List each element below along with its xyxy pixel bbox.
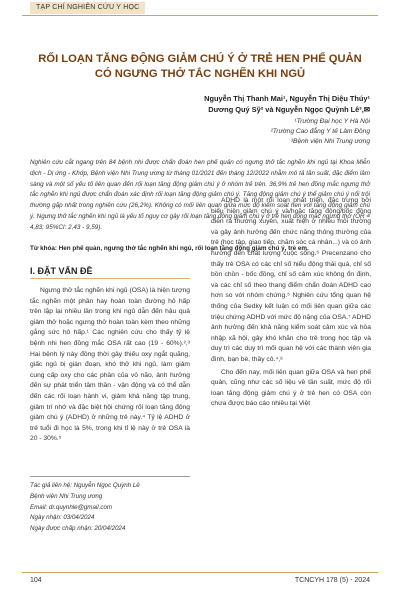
right-column: [211, 196, 371, 410]
paragraph: ADHD là một rối loạn phát triển, đặc trưng bởi biểu hiện giảm chú ý và/hoặc tăng động/bốc đồng diễn ra thường xuyên, xuất hiện ở nhiều môi trường và gây ảnh hưởng đến chức năng thông thường của trẻ (học tập, giao tiếp, chăm sóc cá nhân...) và có ảnh hưởng đến chất lượng cuộc sống.⁶ Precenzano cho thấy trẻ OSA có các chỉ số hiểu động thái quá, chỉ số bồn chồn - bốc đồng, chỉ số cảm xúc không ổn định, và các chỉ số theo thang điểm chẩn đoán ADHD cao hơn so với nhóm chứng.⁵ Nghiên cứu tổng quan hệ thống của Sedky kết luận có mối liên quan giữa các triệu chứng ADHD với mức độ nặng của OSA.⁷ ADHD ảnh hưởng đến khả năng kiểm soát cảm xúc và hòa nhập xã hội, gây khó khăn cho trẻ trong học tập và duy trì các duy trì mối quan hệ với các thành viên gia đình, bạn bè, thầy cô.⁴,⁸: [211, 197, 371, 363]
paragraph: Ngưng thở tắc nghẽn khi ngủ (OSA) là hiện tượng tắc nghẽn một phần hay hoàn toàn đường hô hấp trên lặp lại nhiều lần trong khi ngủ dẫn đến hậu quả giảm thở hoặc ngưng thở hoàn toàn kèm theo những gắng sức hô hấp.¹ Các nghiên cứu cho thấy tỷ lệ bệnh nhi hen đồng mắc OSA rất cao (19 - 60%).²,³ Hai bệnh lý này đồng thời gây thiếu oxy ngắt quãng, giấc ngủ bị gián đoạn, khó thở khi ngủ, làm giảm cung cấp oxy cho các phần của vỏ não, ảnh hưởng đến sự phát triển tâm thần - vận động và có thể dẫn đến các rối loạn hành vi, giảm khả năng tập trung, giảm trí nhớ và đặc biệt hội chứng rối loạn tăng động giảm chú ý (ADHD) ở những trẻ này.⁴ Tỷ lệ ADHD ở trẻ tuổi đi học là 5%, trong khi tỉ lệ này ở trẻ OSA là 20 - 30%.⁵: [30, 287, 190, 443]
section-rule: [30, 278, 190, 279]
header-bar: [0, 0, 400, 14]
keywords: Từ khóa: Hen phế quản, ngưng thở tắc nghẽn khi ngủ, rối loạn tăng động giảm chú ý, trẻ em.: [30, 245, 309, 252]
left-column: [30, 286, 190, 445]
authors: [204, 94, 370, 115]
affiliation-3: ³Bệnh viện Nhi Trung ương: [290, 138, 370, 145]
page-number: 104: [30, 577, 42, 584]
header-rule: [22, 15, 378, 16]
section-heading: I. ĐẶT VẤN ĐỀ: [30, 266, 93, 276]
journal-tag: TẠP CHÍ NGHIÊN CỨU Y HỌC: [30, 2, 145, 14]
authors-line-1: Nguyễn Thị Thanh Mai¹, Nguyễn Thị Diệu Thúy¹: [204, 94, 370, 103]
correspondence-rule: [30, 476, 190, 477]
correspondence-email: Email: dr.quynhle@gmail.com: [30, 503, 113, 511]
received-date: Ngày nhận: 03/04/2024: [30, 514, 95, 522]
footer-rule: [22, 572, 378, 573]
affiliation-2: ²Trường Cao đẳng Y tế Lâm Đồng: [270, 128, 370, 135]
correspondence-author: Tác giả liên hệ: Nguyễn Ngọc Quỳnh Lê: [30, 482, 140, 489]
abstract: Nghiên cứu cắt ngang trên 84 bệnh nhi được chẩn đoán hen phế quản có ngưng thở tắc nghẽn khi ngủ tại Khoa Miễn dịch - Dị ứng - Khớp, Bệnh viện Nhi Trung ương từ tháng 01/2021 đến tháng 12/2022 nhằm mô tả tần suất, đặc điểm lâm sàng và một số yếu tố liên quan đến rối loạn tăng động giảm chú ý ở nhóm trẻ trên. 36,9% trẻ hen đồng mắc ngưng thở tắc nghẽn khi ngủ được chẩn đoán xác định rối loạn tăng động giảm chú ý. Tăng động giảm chú ý thể giảm chú ý nổi trội thường gặp nhất trong nghiên cứu (26,2%). Không có mối liên quan giữa mức độ kiểm soát hen với tăng động giảm chú ý. Ngưng thở tắc nghẽn khi ngủ là yếu tố nguy cơ gây rối loạn tăng động giảm chú ý ở trẻ hen đồng mắc ngưng thở (OR = 4,83; 95%CI: 2,43 - 9,59).: [30, 159, 370, 231]
journal-reference: TCNCYH 178 (5) - 2024: [294, 577, 370, 584]
affiliations: [271, 117, 370, 147]
paragraph: Cho đến nay, mối liên quan giữa OSA và hen phế quản, cũng như các số liệu về tần suất, mức độ rối loạn tăng động giảm chú ý ở trẻ hen có OSA còn chưa được báo cáo nhiều tại Việt: [211, 368, 371, 408]
affiliation-1: ¹Trường Đại học Y Hà Nội: [294, 118, 370, 125]
article-title: RỐI LOẠN TĂNG ĐỘNG GIẢM CHÚ Ý Ở TRẺ HEN PHẾ QUẢN CÓ NGƯNG THỞ TẮC NGHẼN KHI NGỦ: [38, 53, 362, 80]
correspondence: [30, 481, 190, 535]
correspondence-institution: Bệnh viện Nhi Trung ương: [30, 492, 103, 500]
accepted-date: Ngày được chấp nhận: 20/04/2024: [30, 525, 126, 533]
authors-line-2: Dương Quý Sỹ² và Nguyễn Ngọc Quỳnh Lê³,✉: [208, 104, 370, 114]
